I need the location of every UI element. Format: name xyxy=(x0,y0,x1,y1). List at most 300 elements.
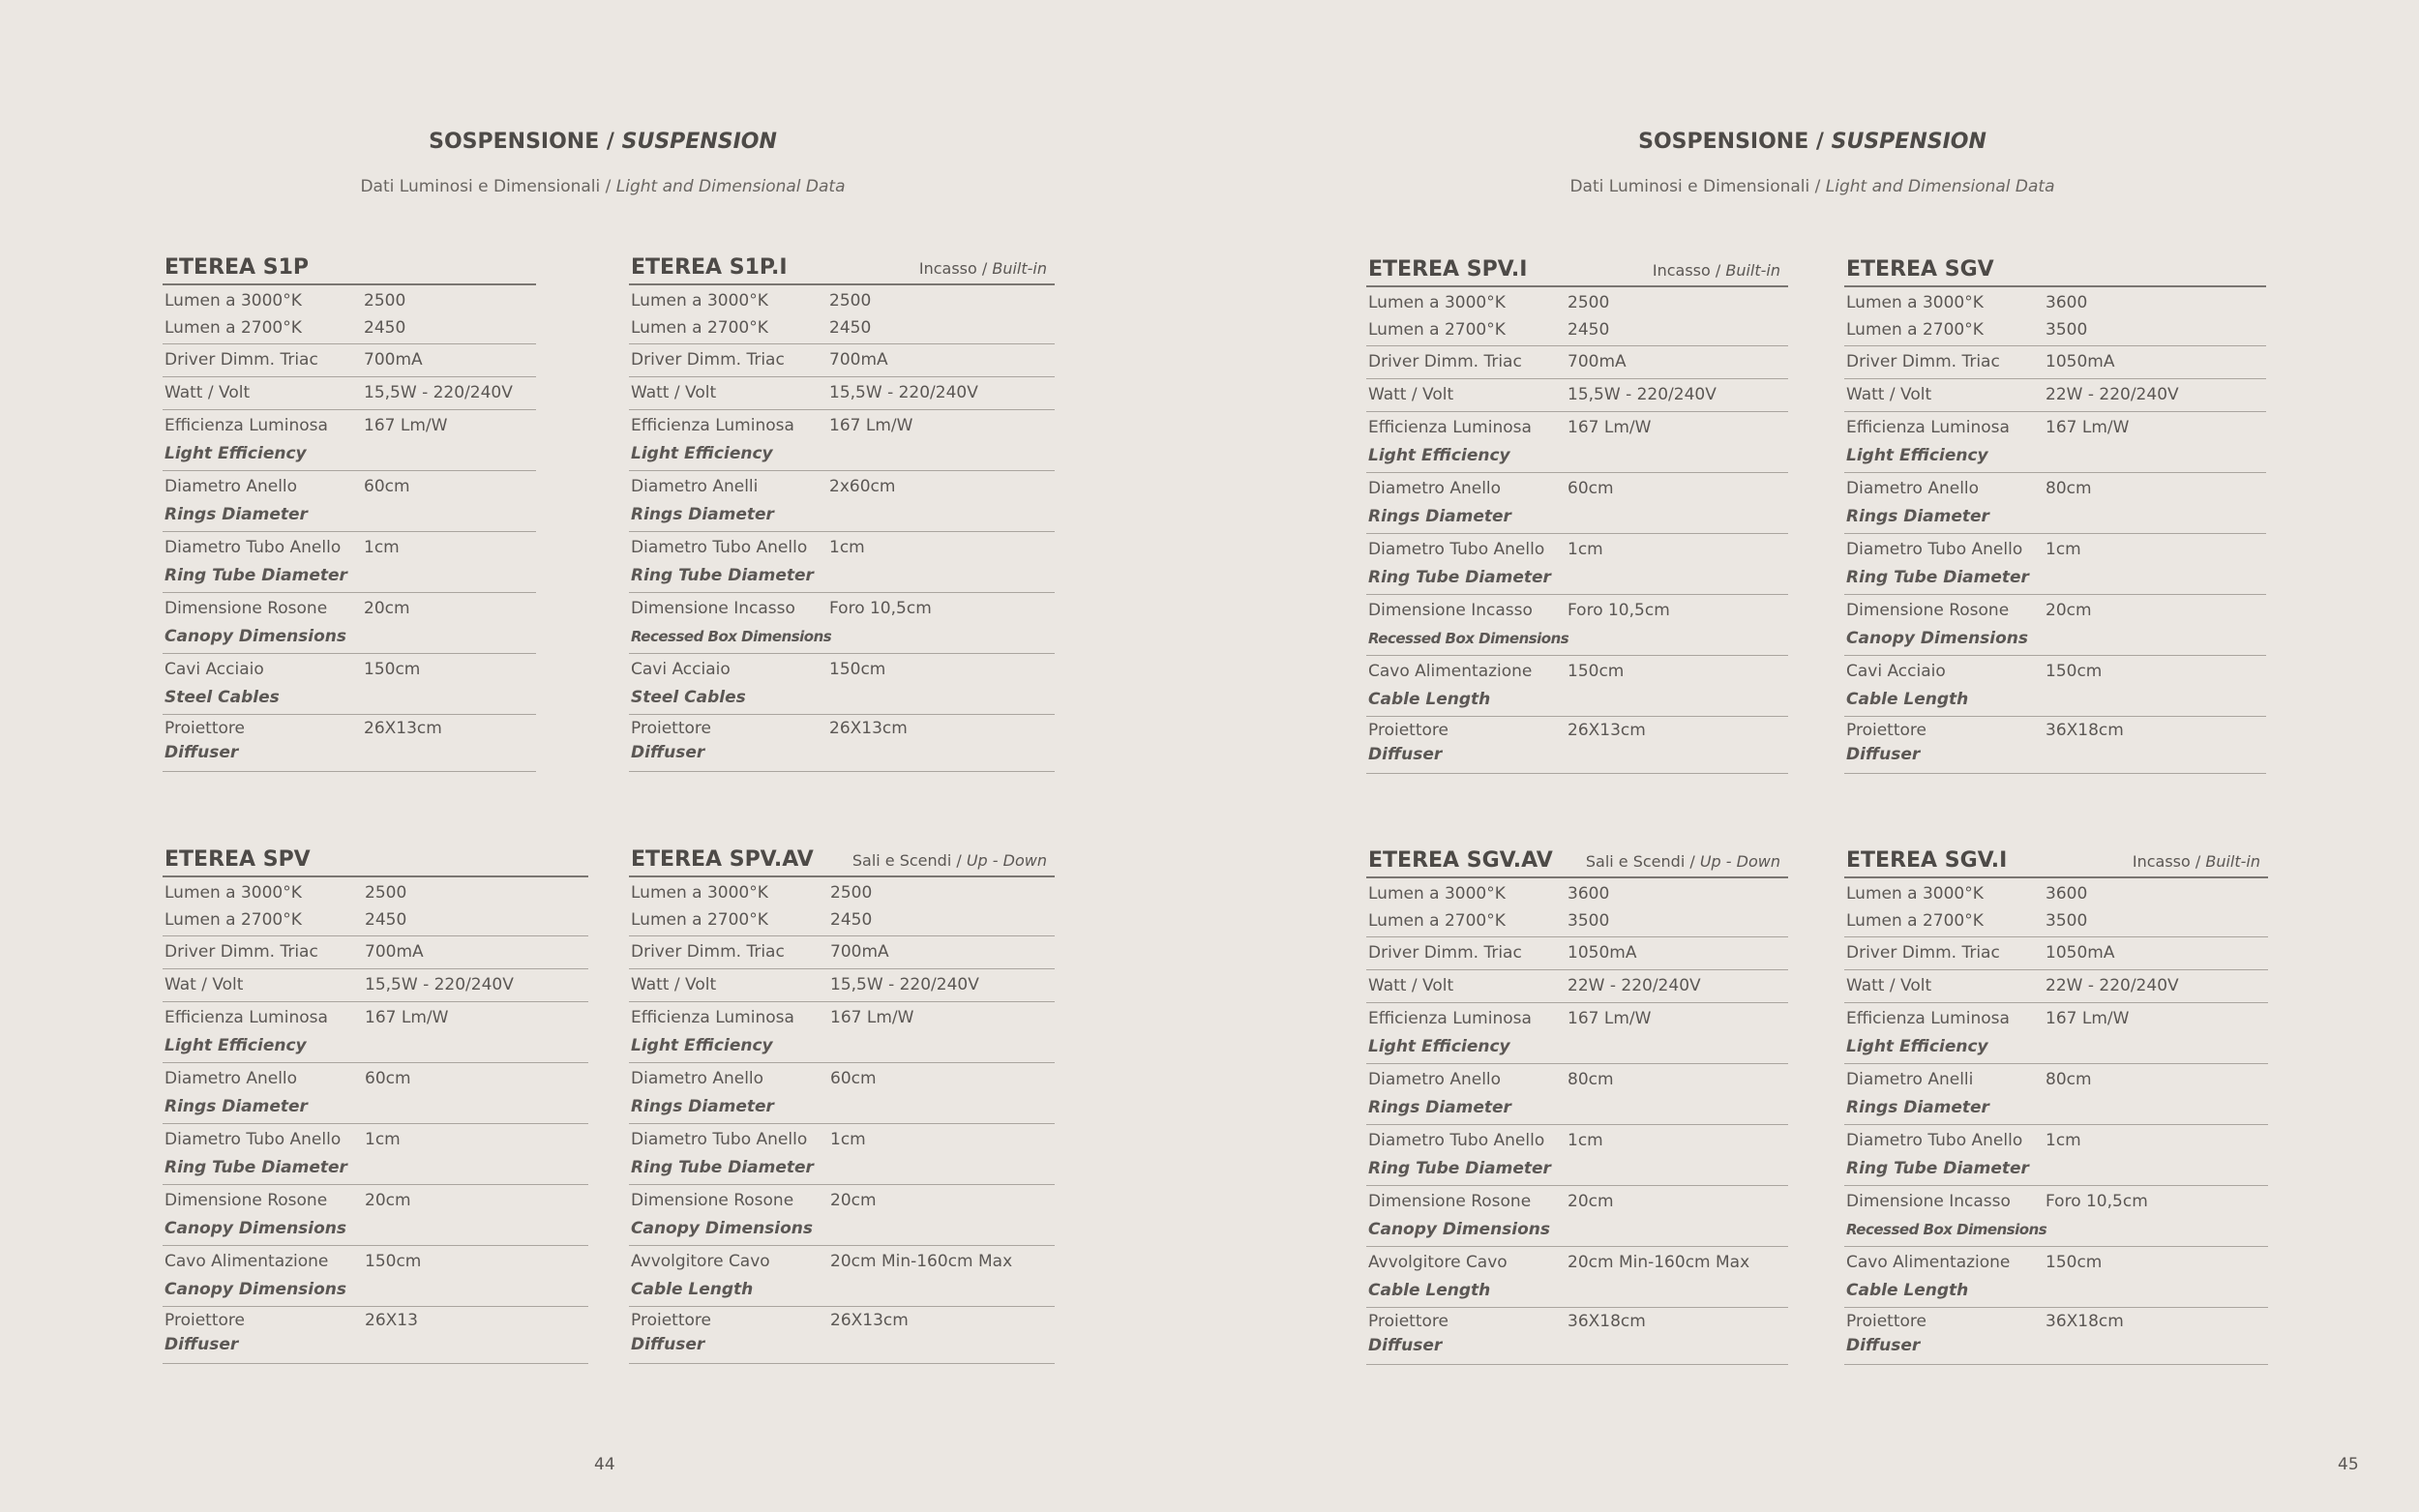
spec-value: 2500 xyxy=(830,883,873,903)
spec-row xyxy=(1366,1247,1788,1308)
spec-value: 1cm xyxy=(1568,1131,1603,1150)
spec-line xyxy=(1844,1249,2268,1277)
spec-value: 26X13cm xyxy=(830,1311,909,1330)
spec-label: Dimensione Rosone xyxy=(164,1191,328,1210)
product-tag-en: Built-in xyxy=(1725,261,1780,280)
spec-line xyxy=(629,971,1055,999)
spec-label: Watt / Volt xyxy=(1368,385,1454,404)
spec-label: Wat / Volt xyxy=(164,975,244,994)
spec-value: 700mA xyxy=(830,942,889,962)
spec-label-en: Cable Length xyxy=(1368,1281,1491,1300)
section-title: SOSPENSIONE / SUSPENSION xyxy=(429,130,777,154)
spec-row xyxy=(629,1002,1055,1063)
spec-label: Diametro Anelli xyxy=(1846,1070,1974,1089)
spec-row xyxy=(1366,379,1788,412)
spec-line xyxy=(1844,414,2266,442)
spec-label-en: Diffuser xyxy=(164,1335,239,1354)
spec-line xyxy=(1844,658,2266,686)
spec-value: Foro 10,5cm xyxy=(2046,1192,2148,1211)
product-card-etrea-s1p-i xyxy=(629,254,1055,772)
spec-label-en: Rings Diameter xyxy=(631,1097,774,1116)
spec-label-en: Cable Length xyxy=(1846,690,1969,709)
spec-line xyxy=(1366,1127,1788,1155)
spec-label: Lumen a 2700°K xyxy=(631,318,768,338)
spec-line xyxy=(629,623,1055,651)
spec-line xyxy=(163,1333,588,1357)
spec-line xyxy=(163,346,536,374)
spec-label-en: Light Efficiency xyxy=(1846,1037,1988,1056)
spec-line xyxy=(1366,564,1788,592)
spec-row xyxy=(1844,717,2266,774)
spec-row xyxy=(163,654,536,715)
spec-line xyxy=(1366,1188,1788,1216)
spec-label: Watt / Volt xyxy=(1846,385,1932,404)
spec-line xyxy=(163,314,536,341)
spec-label: Lumen a 3000°K xyxy=(164,291,302,311)
spec-line xyxy=(1366,414,1788,442)
spec-label: Lumen a 3000°K xyxy=(631,883,768,903)
spec-label-en: Light Efficiency xyxy=(1368,1037,1510,1056)
product-name: ETEREA SPV.AV xyxy=(631,847,814,872)
spec-label-en: Steel Cables xyxy=(164,688,280,707)
product-tag-en: Built-in xyxy=(2205,852,2260,871)
card-header xyxy=(1366,256,1788,287)
spec-value: 700mA xyxy=(829,350,888,370)
spec-line xyxy=(1844,686,2266,714)
card-header xyxy=(163,846,588,877)
spec-label-en: Rings Diameter xyxy=(1368,1098,1511,1117)
spec-label: Watt / Volt xyxy=(164,383,251,402)
spec-value: 80cm xyxy=(1568,1070,1614,1089)
spec-row xyxy=(629,936,1055,969)
spec-value: 700mA xyxy=(365,942,424,962)
spec-value: 167 Lm/W xyxy=(1568,418,1652,437)
product-tag-it: Incasso / xyxy=(918,259,988,278)
spec-line xyxy=(629,562,1055,590)
spec-row xyxy=(629,377,1055,410)
spec-value: 36X18cm xyxy=(2046,1312,2124,1331)
card-header xyxy=(1844,847,2268,878)
spec-label: Dimensione Rosone xyxy=(1368,1192,1532,1211)
spec-line xyxy=(629,1309,1055,1333)
spec-label: Lumen a 2700°K xyxy=(1846,320,1984,340)
spec-label: Lumen a 2700°K xyxy=(164,910,302,930)
spec-row xyxy=(1844,878,2268,937)
spec-line xyxy=(163,412,536,440)
spec-label: Efficienza Luminosa xyxy=(1846,1009,2010,1028)
spec-label: Watt / Volt xyxy=(631,383,717,402)
spec-label: Efficienza Luminosa xyxy=(631,1008,794,1027)
product-tag xyxy=(2133,852,2260,871)
spec-value: 3500 xyxy=(2046,911,2088,931)
spec-line xyxy=(1366,1277,1788,1305)
spec-line xyxy=(629,412,1055,440)
spec-label-en: Cable Length xyxy=(631,1280,754,1299)
spec-line xyxy=(1366,381,1788,409)
spec-line xyxy=(629,879,1055,906)
card-header xyxy=(1844,256,2266,287)
spec-label: Diametro Tubo Anello xyxy=(1846,540,2023,559)
spec-label-en: Rings Diameter xyxy=(1846,507,1989,526)
spec-value: 2450 xyxy=(365,910,407,930)
product-card-etrea-s1p xyxy=(163,254,536,772)
product-card-etrea-spv-i xyxy=(1366,256,1788,774)
spec-line xyxy=(1366,1155,1788,1183)
spec-line xyxy=(1844,972,2268,1000)
spec-value: 167 Lm/W xyxy=(830,1008,914,1027)
product-card-etrea-sgv-av xyxy=(1366,847,1788,1365)
spec-row xyxy=(1844,346,2266,379)
spec-label-en: Canopy Dimensions xyxy=(164,627,347,646)
spec-row xyxy=(1844,595,2266,656)
spec-label: Lumen a 3000°K xyxy=(631,291,768,311)
spec-label: Diametro Tubo Anello xyxy=(1368,1131,1545,1150)
product-tag-it: Sali e Scendi / xyxy=(1585,852,1695,871)
spec-value: 26X13cm xyxy=(364,719,442,738)
spec-value: 150cm xyxy=(2046,662,2103,681)
spec-label-en: Rings Diameter xyxy=(164,1097,308,1116)
spec-label: Diametro Tubo Anello xyxy=(631,538,808,557)
spec-line xyxy=(163,501,536,529)
spec-value: 20cm Min-160cm Max xyxy=(830,1252,1013,1271)
spec-label: Efficienza Luminosa xyxy=(164,416,328,435)
spec-line xyxy=(1366,658,1788,686)
spec-row xyxy=(163,969,588,1002)
spec-value: 22W - 220/240V xyxy=(1568,976,1701,995)
spec-label-en: Canopy Dimensions xyxy=(164,1280,347,1299)
spec-row xyxy=(629,715,1055,772)
spec-label: Watt / Volt xyxy=(1846,976,1932,995)
spec-label-en: Ring Tube Diameter xyxy=(164,1158,347,1177)
spec-label: Diametro Anello xyxy=(164,1069,298,1088)
spec-row xyxy=(163,344,536,377)
spec-line xyxy=(1844,939,2268,967)
spec-row xyxy=(163,715,536,772)
spec-row xyxy=(1366,412,1788,473)
spec-line xyxy=(1844,289,2266,316)
spec-value: 1cm xyxy=(829,538,865,557)
spec-row xyxy=(629,344,1055,377)
spec-line xyxy=(1844,1334,2268,1358)
spec-label-en: Diffuser xyxy=(1846,1336,1921,1355)
spec-line xyxy=(163,1126,588,1154)
spec-row xyxy=(163,1307,588,1364)
spec-label: Lumen a 2700°K xyxy=(164,318,302,338)
spec-label: Diametro Tubo Anello xyxy=(1368,540,1545,559)
spec-row xyxy=(629,1063,1055,1124)
spec-row xyxy=(629,969,1055,1002)
spec-label: Cavi Acciaio xyxy=(164,660,264,679)
spec-label: Driver Dimm. Triac xyxy=(1368,943,1522,963)
spec-value: 1cm xyxy=(2046,1131,2081,1150)
spec-value: 80cm xyxy=(2046,479,2092,498)
spec-label-en: Light Efficiency xyxy=(164,444,307,463)
spec-row xyxy=(1366,1308,1788,1365)
spec-line xyxy=(163,1093,588,1121)
spec-line xyxy=(1366,1249,1788,1277)
product-tag xyxy=(1586,852,1780,871)
spec-line xyxy=(629,346,1055,374)
spec-label-en: Ring Tube Diameter xyxy=(631,566,814,585)
spec-label: Diametro Anello xyxy=(1368,1070,1502,1089)
spec-value: 20cm Min-160cm Max xyxy=(1568,1253,1750,1272)
spec-line xyxy=(163,1276,588,1304)
spec-line xyxy=(629,534,1055,562)
spec-row xyxy=(1844,534,2266,595)
spec-value: 2450 xyxy=(829,318,872,338)
spec-row xyxy=(1366,1003,1788,1064)
spec-line xyxy=(1844,1066,2268,1094)
spec-value: 150cm xyxy=(365,1252,422,1271)
spec-value: 2450 xyxy=(830,910,873,930)
spec-label-en: Ring Tube Diameter xyxy=(1368,568,1551,587)
spec-label-en: Diffuser xyxy=(631,1335,705,1354)
spec-label: Proiettore xyxy=(1368,721,1448,740)
spec-line xyxy=(1366,1310,1788,1334)
spec-value: 15,5W - 220/240V xyxy=(365,975,514,994)
spec-value: 15,5W - 220/240V xyxy=(1568,385,1717,404)
spec-label-en: Ring Tube Diameter xyxy=(164,566,347,585)
spec-label: Cavo Alimentazione xyxy=(1846,1253,2011,1272)
spec-row xyxy=(629,471,1055,532)
spec-row xyxy=(629,654,1055,715)
spec-row xyxy=(1366,346,1788,379)
spec-label: Lumen a 2700°K xyxy=(1368,320,1506,340)
spec-row xyxy=(1366,1064,1788,1125)
spec-value: 60cm xyxy=(1568,479,1614,498)
product-tag-en: Up - Down xyxy=(1699,852,1780,871)
spec-value: 2500 xyxy=(829,291,872,311)
spec-line xyxy=(1366,625,1788,653)
spec-row xyxy=(163,936,588,969)
spec-line xyxy=(163,906,588,934)
spec-value: 60cm xyxy=(830,1069,877,1088)
spec-label-en: Rings Diameter xyxy=(164,505,308,524)
section-subtitle: Dati Luminosi e Dimensionali / Light and Dimensional Data xyxy=(360,177,846,196)
spec-value: 167 Lm/W xyxy=(2046,1009,2130,1028)
spec-line xyxy=(163,1215,588,1243)
spec-label: Driver Dimm. Triac xyxy=(631,350,785,370)
spec-line xyxy=(163,656,536,684)
spec-row xyxy=(163,1246,588,1307)
product-name: ETEREA SPV xyxy=(164,847,311,872)
product-name: ETEREA SGV xyxy=(1846,257,1994,282)
spec-line xyxy=(1844,316,2266,343)
spec-line xyxy=(629,1093,1055,1121)
spec-row xyxy=(629,410,1055,471)
product-tag xyxy=(852,851,1047,870)
spec-row xyxy=(629,593,1055,654)
spec-line xyxy=(163,440,536,468)
spec-line xyxy=(1366,316,1788,343)
spec-line xyxy=(1366,719,1788,743)
spec-label: Lumen a 3000°K xyxy=(1368,293,1506,312)
spec-line xyxy=(1844,1155,2268,1183)
spec-line xyxy=(163,938,588,966)
spec-line xyxy=(163,741,536,765)
spec-line xyxy=(1366,1094,1788,1122)
spec-row xyxy=(1366,287,1788,346)
spec-label-en: Diffuser xyxy=(1846,745,1921,764)
spec-value: 60cm xyxy=(365,1069,411,1088)
spec-line xyxy=(1366,536,1788,564)
spec-label-en: Rings Diameter xyxy=(1846,1098,1989,1117)
spec-row xyxy=(1844,1125,2268,1186)
spec-line xyxy=(1844,880,2268,907)
spec-line xyxy=(1844,1188,2268,1216)
spec-line xyxy=(1844,475,2266,503)
spec-row xyxy=(163,471,536,532)
spec-line xyxy=(163,1032,588,1060)
spec-line xyxy=(1844,1277,2268,1305)
spec-label: Diametro Tubo Anello xyxy=(1846,1131,2023,1150)
spec-value: 1cm xyxy=(830,1130,866,1149)
spec-row xyxy=(163,377,536,410)
spec-row xyxy=(1844,970,2268,1003)
spec-line xyxy=(1844,1216,2268,1244)
spec-label: Avvolgitore Cavo xyxy=(1368,1253,1508,1272)
spec-row xyxy=(1844,473,2266,534)
spec-line xyxy=(1844,503,2266,531)
spec-label: Proiettore xyxy=(164,1311,245,1330)
spec-row xyxy=(629,877,1055,936)
spec-row xyxy=(1844,287,2266,346)
spec-line xyxy=(1366,442,1788,470)
spec-row xyxy=(1844,1003,2268,1064)
spec-label-en: Rings Diameter xyxy=(1368,507,1511,526)
spec-value: 1cm xyxy=(364,538,400,557)
spec-value: 167 Lm/W xyxy=(829,416,913,435)
spec-line xyxy=(163,1309,588,1333)
spec-row xyxy=(1366,717,1788,774)
spec-value: 2500 xyxy=(1568,293,1610,312)
spec-row xyxy=(1844,412,2266,473)
spec-label: Cavo Alimentazione xyxy=(164,1252,329,1271)
spec-line xyxy=(629,1276,1055,1304)
page-number-right: 45 xyxy=(2338,1455,2359,1474)
spec-line xyxy=(629,501,1055,529)
product-tag-en: Built-in xyxy=(992,259,1047,278)
spec-value: 2450 xyxy=(364,318,406,338)
spec-label: Driver Dimm. Triac xyxy=(631,942,785,962)
spec-label: Lumen a 3000°K xyxy=(1368,884,1506,904)
spec-row xyxy=(1844,937,2268,970)
spec-line xyxy=(629,595,1055,623)
product-tag-it: Incasso / xyxy=(1652,261,1721,280)
spec-line xyxy=(163,534,536,562)
spec-row xyxy=(163,285,536,344)
spec-line xyxy=(1844,536,2266,564)
spec-line xyxy=(1844,1094,2268,1122)
spec-line xyxy=(1844,1005,2268,1033)
card-header xyxy=(629,254,1055,285)
spec-value: Foro 10,5cm xyxy=(1568,601,1670,620)
spec-line xyxy=(629,314,1055,341)
product-card-etrea-spv-av xyxy=(629,846,1055,1364)
product-name: ETEREA S1P xyxy=(164,255,309,280)
spec-value: 1cm xyxy=(2046,540,2081,559)
product-card-etrea-sgv xyxy=(1844,256,2266,774)
spec-label: Diametro Anello xyxy=(1368,479,1502,498)
spec-value: 167 Lm/W xyxy=(2046,418,2130,437)
spec-line xyxy=(1844,348,2266,376)
spec-value: 20cm xyxy=(2046,601,2092,620)
spec-label: Watt / Volt xyxy=(631,975,717,994)
spec-line xyxy=(163,1065,588,1093)
spec-line xyxy=(163,1154,588,1182)
spec-value: 15,5W - 220/240V xyxy=(829,383,978,402)
spec-label-en: Light Efficiency xyxy=(1368,446,1510,465)
spec-row xyxy=(629,532,1055,593)
spec-label: Diametro Anello xyxy=(631,1069,764,1088)
spec-label: Dimensione Incasso xyxy=(631,599,795,618)
spec-row xyxy=(1366,534,1788,595)
spec-line xyxy=(1366,475,1788,503)
spec-row xyxy=(629,1246,1055,1307)
spec-label-en: Light Efficiency xyxy=(1846,446,1988,465)
spec-row xyxy=(163,410,536,471)
spec-line xyxy=(629,938,1055,966)
spec-line xyxy=(1844,719,2266,743)
spec-value: 26X13cm xyxy=(1568,721,1646,740)
product-tag xyxy=(919,259,1047,278)
spec-label: Driver Dimm. Triac xyxy=(1368,352,1522,371)
spec-value: 26X13cm xyxy=(829,719,908,738)
spec-label-en: Canopy Dimensions xyxy=(631,1219,814,1238)
spec-value: 80cm xyxy=(2046,1070,2092,1089)
spec-row xyxy=(1844,1186,2268,1247)
spec-value: 1cm xyxy=(365,1130,401,1149)
spec-label-en: Ring Tube Diameter xyxy=(1846,568,2029,587)
spec-line xyxy=(1366,1216,1788,1244)
spec-label-en: Recessed Box Dimensions xyxy=(1846,1221,2047,1238)
spec-line xyxy=(629,379,1055,407)
spec-label-en: Cable Length xyxy=(1846,1281,1969,1300)
spec-line xyxy=(1366,1066,1788,1094)
spec-line xyxy=(1844,625,2266,653)
spec-label: Lumen a 3000°K xyxy=(1846,884,1984,904)
spec-label-en: Ring Tube Diameter xyxy=(631,1158,814,1177)
spec-label-en: Light Efficiency xyxy=(164,1036,307,1055)
spec-label-en: Cable Length xyxy=(1368,690,1491,709)
spec-label: Efficienza Luminosa xyxy=(1846,418,2010,437)
section-title: SOSPENSIONE / SUSPENSION xyxy=(1638,130,1986,154)
spec-value: 150cm xyxy=(364,660,421,679)
spec-line xyxy=(1366,972,1788,1000)
spec-label: Efficienza Luminosa xyxy=(1368,1009,1532,1028)
spec-label-en: Canopy Dimensions xyxy=(1846,629,2029,648)
spec-value: 20cm xyxy=(1568,1192,1614,1211)
spec-label: Driver Dimm. Triac xyxy=(164,942,318,962)
spec-label: Dimensione Incasso xyxy=(1846,1192,2011,1211)
spec-line xyxy=(163,971,588,999)
spec-value: 3500 xyxy=(2046,320,2088,340)
spec-row xyxy=(1844,379,2266,412)
spec-label: Lumen a 3000°K xyxy=(1846,293,1984,312)
spec-label: Dimensione Rosone xyxy=(631,1191,794,1210)
spec-value: 167 Lm/W xyxy=(364,416,448,435)
spec-row xyxy=(629,285,1055,344)
spec-value: 167 Lm/W xyxy=(1568,1009,1652,1028)
spec-value: Foro 10,5cm xyxy=(829,599,932,618)
spec-value: 20cm xyxy=(830,1191,877,1210)
spec-value: 20cm xyxy=(365,1191,411,1210)
spec-line xyxy=(629,656,1055,684)
spec-label: Proiettore xyxy=(631,1311,711,1330)
spec-label-en: Canopy Dimensions xyxy=(164,1219,347,1238)
spec-row xyxy=(1366,473,1788,534)
spec-line xyxy=(629,1187,1055,1215)
